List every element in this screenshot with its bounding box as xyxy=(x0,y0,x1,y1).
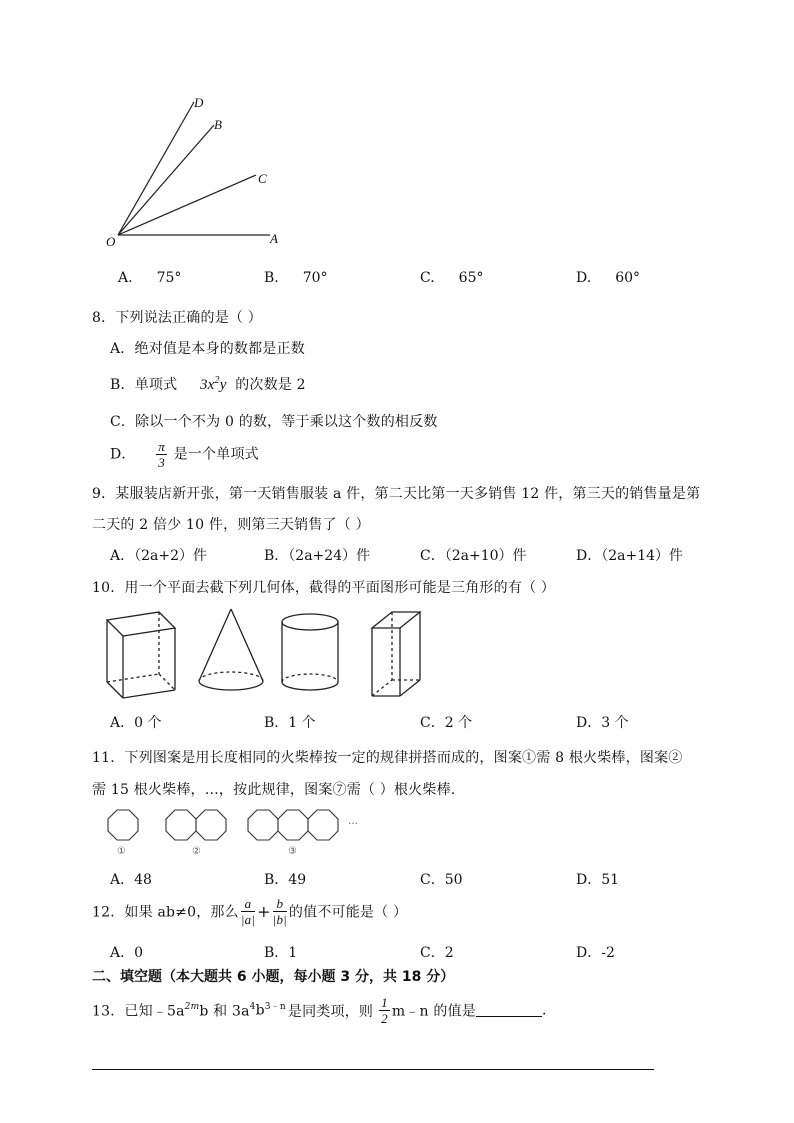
pattern-ellipsis: … xyxy=(348,816,358,827)
triangular-prism-figure xyxy=(103,606,183,702)
label-o: O xyxy=(106,234,116,249)
q9-option-a: A．（2a+2）件 xyxy=(110,548,208,564)
q10-option-c: C．2 个 xyxy=(420,715,473,731)
q9-option-d: D．（2a+14）件 xyxy=(576,548,684,564)
a-over-abs-a-fraction: $\frac{a}{|a|}$ xyxy=(240,896,256,927)
label-d: D xyxy=(194,95,204,110)
footer-divider xyxy=(92,1069,654,1070)
q9-option-c: C．（2a+10）件 xyxy=(420,548,527,564)
q11-option-a: A．48 xyxy=(110,872,152,888)
label-c: C xyxy=(258,171,267,186)
q11-option-d: D．51 xyxy=(576,872,620,888)
cuboid-figure xyxy=(364,606,428,702)
octagon-pattern-figure xyxy=(104,806,364,856)
q8-option-b: B．单项式 $3x^2y$ 的次数是 2 xyxy=(110,375,306,393)
q8-option-d: D． $\frac{\pi}{3}$ 是一个单项式 xyxy=(110,439,259,470)
q12-option-c: C．2 xyxy=(420,945,454,961)
q10-stem: 10．用一个平面去截下列几何体，截得的平面图形可能是三角形的有（ ） xyxy=(92,580,556,596)
label-b: B xyxy=(214,117,222,132)
one-half-fraction: $\frac{1}{2}$ xyxy=(381,995,388,1026)
pattern-label-2: ② xyxy=(192,846,201,856)
q7-option-a: A. 75° xyxy=(118,270,182,286)
q11-option-b: B．49 xyxy=(264,872,307,888)
pi-over-3-fraction: $\frac{\pi}{3}$ xyxy=(158,439,165,470)
q9-stem-line2: 二天的 2 倍少 10 件，则第三天销售了（ ） xyxy=(92,517,370,533)
q8-option-c: C．除以一个不为 0 的数，等于乘以这个数的相反数 xyxy=(110,414,438,430)
answer-blank[interactable] xyxy=(476,1004,542,1017)
cone-figure xyxy=(193,605,269,697)
q11-stem-line1: 11．下列图案是用长度相同的火柴棒按一定的规律拼搭而成的，图案①需 8 根火柴棒，图案② xyxy=(92,750,683,766)
b-over-abs-b-fraction: $\frac{b}{|b|}$ xyxy=(272,896,287,927)
label-a: A xyxy=(270,231,278,246)
q12-option-a: A．0 xyxy=(110,945,144,961)
q9-option-b: B．（2a+24）件 xyxy=(264,548,371,564)
q12-option-b: B．1 xyxy=(264,945,298,961)
q12-option-d: D．-2 xyxy=(576,945,615,961)
q11-option-c: C．50 xyxy=(420,872,463,888)
q9-stem-line1: 9．某服装店新开张，第一天销售服装 a 件，第二天比第一天多销售 12 件，第三天的销售量是第 xyxy=(92,486,701,502)
q7-option-b: B. 70° xyxy=(264,270,328,286)
section-2-heading: 二、填空题（本大题共 6 小题，每小题 3 分，共 18 分） xyxy=(92,969,455,985)
ray-od xyxy=(118,102,194,235)
ray-oc xyxy=(118,175,256,235)
ray-ob xyxy=(118,125,214,235)
pattern-label-1: ① xyxy=(117,846,126,856)
q11-stem-line2: 需 15 根火柴棒，…，按此规律，图案⑦需（ ）根火柴棒. xyxy=(92,782,456,798)
angle-figure xyxy=(100,88,360,258)
q10-option-d: D．3 个 xyxy=(576,715,629,731)
q13-stem: 13．已知$﹣5a^{2m}b$ 和 $3a^4b^{3﹣n}$ 是同类项，则 $\frac{1}{2}$ m﹣n 的值是 . xyxy=(92,995,547,1026)
q10-option-a: A．0 个 xyxy=(110,715,162,731)
cylinder-figure xyxy=(275,608,345,698)
q7-option-c: C. 65° xyxy=(420,270,484,286)
q12-stem: 12．如果 ab≠0，那么 $\frac{a}{|a|}$ + $\frac{b}{|b|}$ 的值不可能是（ ） xyxy=(92,896,408,927)
q10-option-b: B．1 个 xyxy=(264,715,316,731)
q7-option-d: D. 60° xyxy=(576,270,641,286)
q8-stem: 8．下列说法正确的是（ ） xyxy=(92,310,262,326)
q8-option-a: A．绝对值是本身的数都是正数 xyxy=(110,341,305,357)
pattern-label-3: ③ xyxy=(288,846,297,856)
